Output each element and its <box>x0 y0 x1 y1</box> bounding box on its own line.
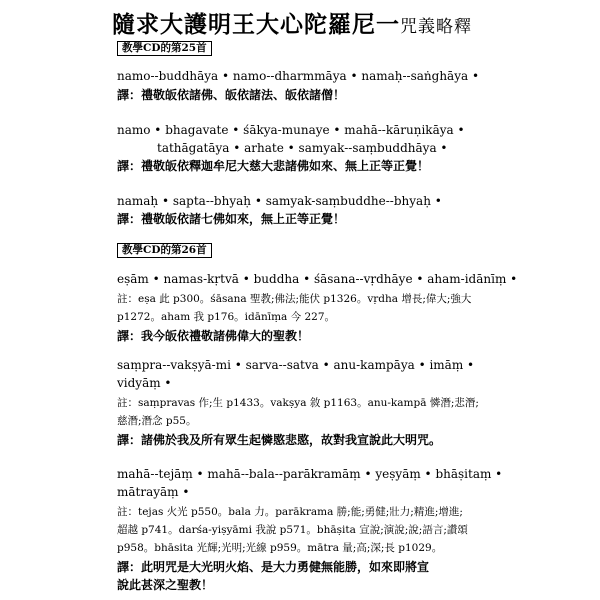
mantra-line: vidyāṃ • <box>117 376 172 390</box>
translation-line: 譯：禮敬皈依諸七佛如來，無上正等正覺！ <box>117 212 346 226</box>
note-line: 註：tejas 火光 p550。bala 力。parākrama 勝;能;勇健;壯力;精進;增進; <box>117 506 463 518</box>
mantra-line: namo--buddhāya • namo--dharmmāya • namaḥ--saṅghāya • <box>117 69 480 83</box>
translation-line: 說此甚深之聖教！ <box>117 578 214 592</box>
title-main: 隨求大護明王大心陀羅尼一 <box>112 11 400 38</box>
translation-line: 譯：諸佛於我及所有眾生起憐愍悲愍，故對我宣說此大明咒。 <box>117 433 442 447</box>
mantra-line: saṃpra--vakṣyā-mi • sarva--satva • anu-kampāya • imāṃ • <box>117 358 475 372</box>
note-line: p1272。aham 我 p176。idānīṃa 今 227。 <box>117 311 336 323</box>
note-line: 超越 p741。darśa-yiṣyāmi 我說 p571。bhāṣita 宣說;演說;說;語言;讚頌 <box>117 524 468 536</box>
section-tag: 教學CD的第25首 <box>117 41 212 56</box>
note-line: 註：eṣa 此 p300。śāsana 聖教;佛法;能伏 p1326。vṛdha 增長;偉大;強大 <box>117 293 472 305</box>
mantra-line: mātrayāṃ • <box>117 485 190 499</box>
mantra-line: tathāgatāya • arhate • samyak--saṃbuddhāya • <box>157 141 448 155</box>
translation-line: 譯：此明咒是大光明火焰、是大力勇健無能勝，如來即將宣 <box>117 560 430 574</box>
mantra-line: eṣām • namas-kṛtvā • buddha • śāsana--vṛdhāye • aham-idānīṃ • <box>117 272 518 286</box>
title-sub: 咒義略釋 <box>400 17 472 37</box>
mantra-line: mahā--tejāṃ • mahā--bala--parākramāṃ • yeṣyāṃ • bhāṣitaṃ • <box>117 467 503 481</box>
note-line: p958。bhāsita 光輝;光明;光線 p959。mātra 量;高;深;長 p1029。 <box>117 542 443 554</box>
note-line: 註：saṃpravas 作;生 p1433。vakṣya 敘 p1163。anu-kampā 憐潛;悲潛; <box>117 397 479 409</box>
page-title <box>112 6 502 39</box>
translation-line: 譯：我今皈依禮敬諸佛偉大的聖教！ <box>117 329 310 343</box>
section-tag: 教學CD的第26首 <box>117 243 212 258</box>
mantra-line: namaḥ • sapta--bhyaḥ • samyak-saṃbuddhe--bhyaḥ • <box>117 194 442 208</box>
mantra-line: namo • bhagavate • śākya-munaye • mahā--kāruṇikāya • <box>117 123 465 137</box>
note-line: 慈潛;潛念 p55。 <box>117 415 197 427</box>
translation-line: 譯：禮敬皈依諸佛、皈依諸法、皈依諸僧！ <box>117 88 346 102</box>
translation-line: 譯：禮敬皈依釋迦牟尼大慈大悲諸佛如來、無上正等正覺！ <box>117 159 430 173</box>
